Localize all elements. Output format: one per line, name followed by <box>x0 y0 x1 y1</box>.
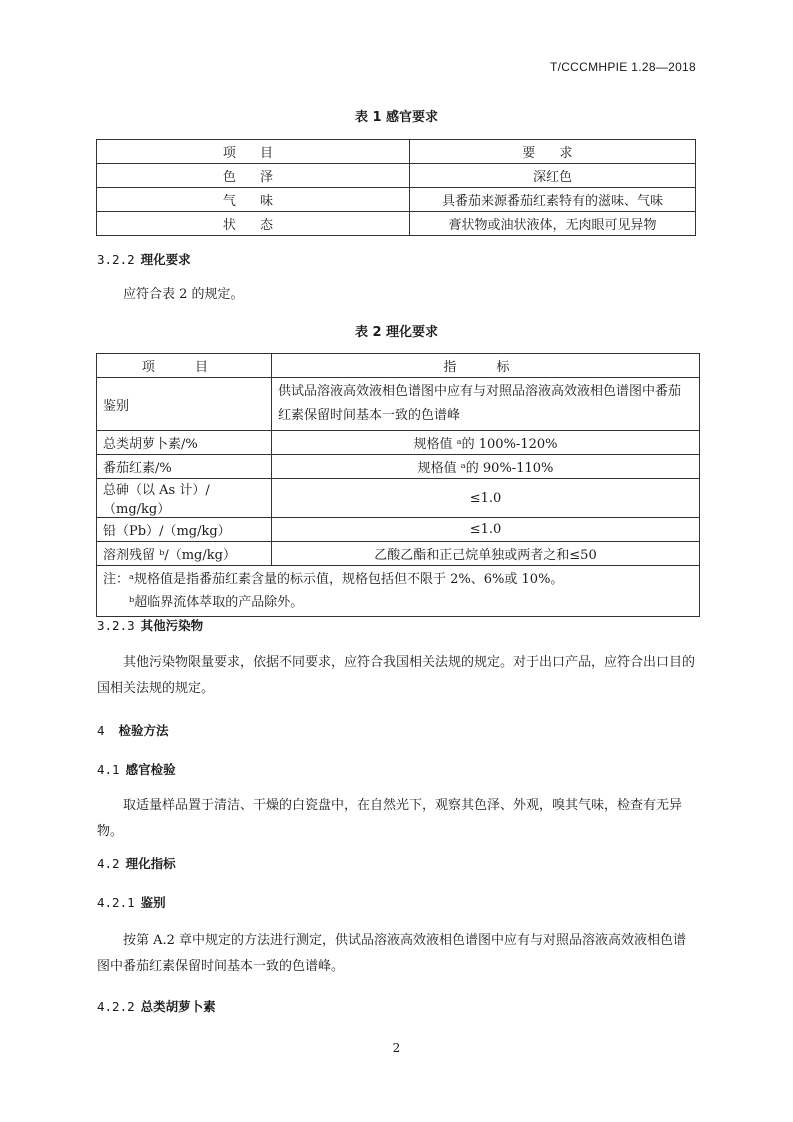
section-number: 4.2.1 <box>97 895 135 910</box>
section-number: 4.2.2 <box>97 999 135 1014</box>
table-cell: 铅（Pb）/（mg/kg） <box>97 518 272 542</box>
table2-caption: 表 2 理化要求 <box>354 325 439 340</box>
standard-code: T/CCCMHPIE 1.28—2018 <box>549 60 696 74</box>
table-row <box>97 431 700 455</box>
table-cell: ≤1.0 <box>272 518 700 542</box>
table-row <box>97 188 696 212</box>
table-row <box>97 479 700 518</box>
table-header-cell: 项 目 <box>97 140 410 164</box>
table-cell: 溶剂残留 ᵇ/（mg/kg） <box>97 542 272 566</box>
table-header-row <box>97 354 700 378</box>
table-row <box>97 378 700 431</box>
table-cell: 规格值 ᵃ的 90%-110% <box>272 455 700 479</box>
section-title: 其他污染物 <box>140 618 204 633</box>
table-cell: 状 态 <box>97 212 410 236</box>
table-cell: 具番茄来源番茄红素特有的滋味、气味 <box>410 188 696 212</box>
table-row <box>97 164 696 188</box>
section-heading-3-2-2 <box>97 250 191 268</box>
section-title: 理化指标 <box>125 856 176 871</box>
section-heading-3-2-3 <box>97 616 203 634</box>
table-row <box>97 455 700 479</box>
section-number: 4 <box>97 723 105 738</box>
table-cell: 鉴别 <box>97 378 272 431</box>
table-cell: 总类胡萝卜素/% <box>97 431 272 455</box>
table-header-row <box>97 140 696 164</box>
section-number: 3.2.2 <box>97 252 135 267</box>
section-title: 感官检验 <box>125 762 176 777</box>
table-row <box>97 518 700 542</box>
table-header-cell: 项 目 <box>97 354 272 378</box>
section-title: 总类胡萝卜素 <box>140 999 216 1014</box>
table-cell: 总砷（以 As 计）/（mg/kg） <box>97 479 272 518</box>
table-header-cell: 指 标 <box>272 354 700 378</box>
table-note-b: ᵇ超临界流体萃取的产品除外。 <box>129 595 304 610</box>
section-heading-4-2-2 <box>97 997 216 1015</box>
section-number: 4.2 <box>97 856 120 871</box>
paragraph-4-1: 取适量样品置于清洁、干燥的白瓷盘中，在自然光下，观察其色泽、外观，嗅其气味，检查有无异物。 <box>97 798 683 839</box>
section-title: 鉴别 <box>140 895 166 910</box>
table-note-cell <box>97 566 700 617</box>
section-title: 检验方法 <box>118 723 169 738</box>
section-title: 理化要求 <box>140 252 191 267</box>
table-cell: 乙酸乙酯和正己烷单独或两者之和≤50 <box>272 542 700 566</box>
section-heading-4-2-1 <box>97 893 166 911</box>
table-note-a: 注：ᵃ规格值是指番茄红素含量的标示值，规格包括但不限于 2%、6%或 10%。 <box>103 572 564 587</box>
table-cell: 膏状物或油状液体，无肉眼可见异物 <box>410 212 696 236</box>
table-header-cell: 要 求 <box>410 140 696 164</box>
section-heading-4-2 <box>97 854 176 872</box>
section-heading-4 <box>97 721 169 739</box>
table-note-row <box>97 566 700 617</box>
section-number: 4.1 <box>97 762 120 777</box>
table-cell: 规格值 ᵃ的 100%-120% <box>272 431 700 455</box>
table-row <box>97 212 696 236</box>
table-cell: 供试品溶液高效液相色谱图中应有与对照品溶液高效液相色谱图中番茄红素保留时间基本一致的色谱峰 <box>272 378 700 431</box>
table1-caption: 表 1 感官要求 <box>354 110 439 125</box>
table-sensory-requirements <box>96 139 696 236</box>
section-heading-4-1 <box>97 760 176 778</box>
table-row <box>97 542 700 566</box>
table-cell: 色 泽 <box>97 164 410 188</box>
page-number: 2 <box>392 1041 401 1055</box>
section-number: 3.2.3 <box>97 618 135 633</box>
table-cell: ≤1.0 <box>272 479 700 518</box>
paragraph-4-2-1: 按第 A.2 章中规定的方法进行测定，供试品溶液高效液相色谱图中应有与对照品溶液高效液相色谱图中番茄红素保留时间基本一致的色谱峰。 <box>97 933 687 974</box>
table-cell: 深红色 <box>410 164 696 188</box>
table-cell: 气 味 <box>97 188 410 212</box>
table-cell: 番茄红素/% <box>97 455 272 479</box>
paragraph-3-2-3: 其他污染物限量要求，依据不同要求，应符合我国相关法规的规定。对于出口产品，应符合出口目的国相关法规的规定。 <box>97 655 696 696</box>
table-physicochemical-requirements <box>96 353 700 617</box>
paragraph-3-2-2: 应符合表 2 的规定。 <box>123 287 244 302</box>
